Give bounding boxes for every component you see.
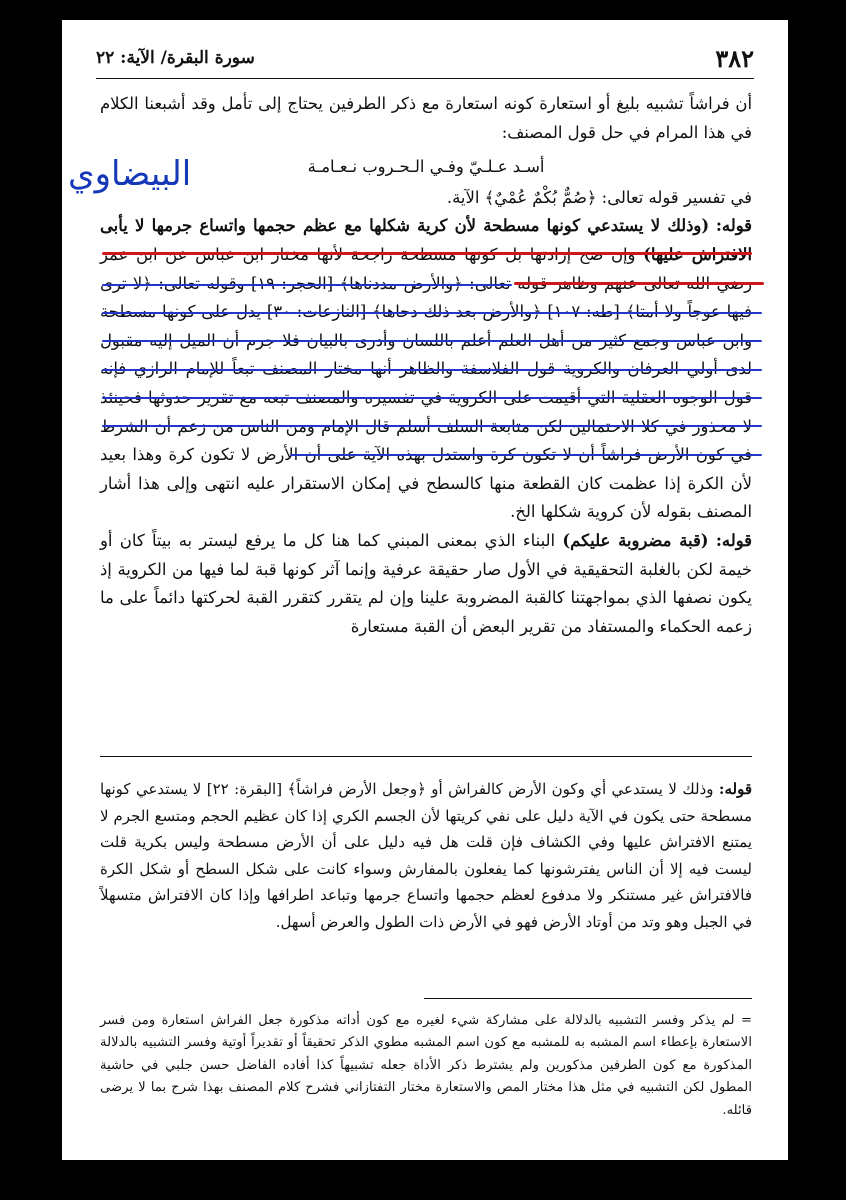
running-title: سورة البقرة/ الآية: ٢٢ xyxy=(96,48,255,68)
subnote-text: لم يذكر وفسر التشبيه بالدلالة على مشاركة شيء لغيره مع كون أداته مذكورة جعل الفراش استعارة ومن فسر الاستعارة بإعطاء اسم المشبه به للمشبه مع كون اسم المشبه مطوي الذكر تحقيقاً أو تقديراً أوتية وفسر التشبيه بالدلالة المذكورة مع كون الطرفين مذكورين ولم يشترط ذكر الأداة جعله تشبيهاً كذا أفاده الفاضل حسن جلبي في حاشية المطول لكن التشبيه في مثل هذا مختار المص والاستعارة مختار التفتازاني فشرح كلام المصنف بهذا شرح بما لا يرضى قائله. xyxy=(100,1013,752,1118)
paragraph-dome xyxy=(100,527,752,641)
tafsir-intro: في تفسير قوله تعالى: ﴿صُمٌّ بُكْمٌ عُمْيٌ﴾ الآية. xyxy=(446,187,752,207)
blue-underline xyxy=(102,312,762,314)
footnote-block xyxy=(100,776,752,936)
blue-underline xyxy=(102,397,762,399)
blue-underline xyxy=(102,284,512,286)
book-page xyxy=(62,20,788,1160)
main-text xyxy=(100,90,752,641)
subnote-block xyxy=(100,1010,752,1122)
page-header xyxy=(96,42,754,74)
footnote-paragraph xyxy=(100,776,752,936)
paragraph-body: وإن صح إرادتها بل كونها مسطحة راجحة لأنها مختار ابن عباس عن ابن عمر رضي الله تعالى عنهم وظاهر قوله تعالى: ﴿والأرض مددناها﴾ [الحجر: ١٩] وقوله تعالى: ﴿لا ترى فيها عوجاً ولا أمتا﴾ [طه: ١٠٧] ﴿والأرض بعد ذلك دحاها﴾ [النازعات: ٣٠] يدل على كونها مسطحة وابن عباس وجمع كثير من أهل العلم أعلم باللسان وأدرى بالبيان فلا جرم أن الميل إليه مقبول لدى أولي العرفان والكروية قول الفلاسفة والظاهر أنها مختار المصنف تبعاً للإمام الرازي فإنه قول الوجوه العقلية التي أقيمت على الكروية في تفسيره والمصنف تبعه مع تقرير حدوثها فحينئذ لا محذور في كلا الاحتمالين لكن متابعة السلف أسلم قال الإمام ومن الناس من زعم أن الشرط في كون الأرض فراشاً أن لا تكون كرة واستدل بهذه الآية على أن الأرض لا تكون كرة وهذا بعيد لأن الكرة إذا عظمت كان القطعة منها كالسطح في إمكان الاستقرار عليه انتهى وإلى هذا أشار المصنف بقوله لأن كروية شكلها الخ. xyxy=(100,244,752,522)
author-stamp: البيضاوي xyxy=(68,154,192,194)
paragraph-body: البناء الذي بمعنى المبني كما هنا كل ما يرفع ليستر به بيتاً كان أو خيمة لكن بالغلبة التحقيقية في الأول صار حقيقة عرفية وإنما آثر كونها قبة لما فيها من الكروية إذ يكون نصفها الذي بمواجهتنا كالقبة المضروبة علينا وإن لم يتقرر كتقرر القبة لحركتها دائماً على ما زعمه الحكماء والمستفاد من تقرير البعض أن القبة مستعارة xyxy=(100,530,752,636)
blue-underline xyxy=(290,454,762,456)
blue-underline xyxy=(102,340,762,342)
quoted-phrase: (قبة مضروبة عليكم) xyxy=(562,530,709,550)
poetry-verse: أسـد عـلـيّ وفـي الـحـروب نـعـامـة xyxy=(307,157,545,177)
opening-paragraph: أن فراشاً تشبيه بليغ أو استعارة كونه استعارة مع ذكر الطرفين يحتاج إلى تأمل وقد أشبعنا الكلام في هذا المرام في حل قول المصنف: xyxy=(100,94,752,142)
footnote-text: وذلك لا يستدعي أي وكون الأرض كالفراش أو ﴿وجعل الأرض فراشاً﴾ [البقرة: ٢٢] لا يستدعي كونها مسطحة حتى يكون في الآية دليل على نفي كريتها لأن الجسم الكري إذا كان عظيم الحجم ومتسع الجرم لا يمتنع الافتراش عليها وفي الكشاف فإن قلت هل فيه دليل على أن الأرض مسطحة وليس بكرية قلت ليست فيه إلا أن الناس يفترشونها كما يفعلون بالمفارش وسواء كانت على شكل السطح أو شكل الكرة فالافتراش غير مستنكر ولا مدفوع لعظم حجمها واتساع جرمها وتباعد اطرافها وإذا كان الافتراش متسهلاً في الجبل وهو وتد من أوتاد الأرض فهو في الأرض ذات الطول والعرض أسهل. xyxy=(100,780,752,931)
red-underline xyxy=(514,282,764,285)
quoted-phrase: (وذلك لا يستدعي كونها مسطحة لأن كرية شكلها مع عظم حجمها واتساع جرمها لا يأبى الافتراش عليها) xyxy=(100,216,753,264)
blue-underline xyxy=(102,425,762,427)
red-underline xyxy=(102,252,752,255)
blue-underline xyxy=(102,369,762,371)
header-rule xyxy=(96,78,754,79)
paragraph-keyword: قوله: xyxy=(715,530,752,550)
paragraph-keyword: قوله: xyxy=(715,216,752,236)
subnote-paragraph xyxy=(100,1010,752,1122)
subnote-separator xyxy=(424,998,752,999)
footnote-separator xyxy=(100,756,752,757)
page-number: ٣٨٢ xyxy=(715,43,754,73)
continuation-marker: = xyxy=(740,1013,752,1028)
footnote-keyword: قوله: xyxy=(718,780,752,798)
